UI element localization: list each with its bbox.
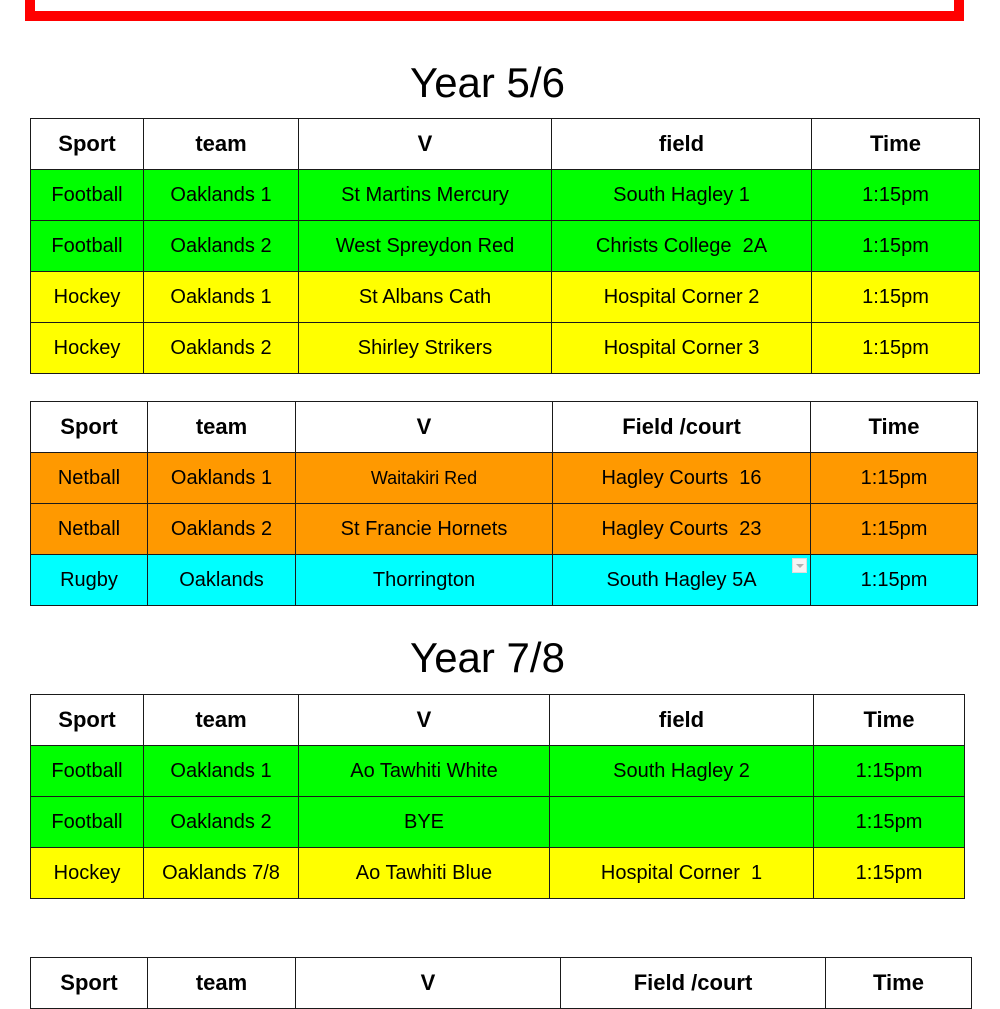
cell-team: Oaklands 2 xyxy=(144,323,299,374)
cell-field: Hospital Corner 3 xyxy=(552,323,812,374)
header-field-court: Field /court xyxy=(561,958,826,1009)
title-banner xyxy=(25,0,964,21)
chevron-down-icon[interactable] xyxy=(792,558,807,573)
cell-field: South Hagley 1 xyxy=(552,170,812,221)
cell-opponent: St Martins Mercury xyxy=(299,170,552,221)
cell-field: South Hagley 2 xyxy=(550,746,814,797)
cell-field: Christs College 2A xyxy=(552,221,812,272)
header-field-court: Field /court xyxy=(553,402,811,453)
cell-sport: Netball xyxy=(31,453,148,504)
cell-sport: Hockey xyxy=(31,848,144,899)
fixture-table-y56-court xyxy=(30,401,978,606)
cell-field xyxy=(553,555,811,606)
cell-opponent: Thorrington xyxy=(296,555,553,606)
cell-time: 1:15pm xyxy=(812,170,980,221)
cell-opponent: BYE xyxy=(299,797,550,848)
cell-team: Oaklands 1 xyxy=(148,453,296,504)
cell-time: 1:15pm xyxy=(812,221,980,272)
fixture-table-y78-field xyxy=(30,694,965,899)
header-sport: Sport xyxy=(31,958,148,1009)
cell-team: Oaklands xyxy=(148,555,296,606)
cell-time: 1:15pm xyxy=(814,746,965,797)
header-sport: Sport xyxy=(31,119,144,170)
table-header-row xyxy=(31,695,965,746)
header-time: Time xyxy=(814,695,965,746)
table-row xyxy=(31,323,980,374)
cell-team: Oaklands 1 xyxy=(144,746,299,797)
cell-sport: Rugby xyxy=(31,555,148,606)
section-heading-year-7-8: Year 7/8 xyxy=(410,634,565,681)
cell-opponent: St Albans Cath xyxy=(299,272,552,323)
table-row xyxy=(31,555,978,606)
header-sport: Sport xyxy=(31,695,144,746)
cell-sport: Football xyxy=(31,221,144,272)
cell-field-text: South Hagley 5A xyxy=(606,568,757,591)
cell-field: Hospital Corner 1 xyxy=(550,848,814,899)
table-row xyxy=(31,504,978,555)
header-team: team xyxy=(148,958,296,1009)
table-row xyxy=(31,746,965,797)
table-header-row xyxy=(31,119,980,170)
cell-time: 1:15pm xyxy=(811,504,978,555)
cell-field xyxy=(550,797,814,848)
header-field: field xyxy=(550,695,814,746)
cell-sport: Football xyxy=(31,170,144,221)
cell-time: 1:15pm xyxy=(811,555,978,606)
cell-opponent: St Francie Hornets xyxy=(296,504,553,555)
cell-opponent: Ao Tawhiti Blue xyxy=(299,848,550,899)
header-field: field xyxy=(552,119,812,170)
cell-team: Oaklands 2 xyxy=(148,504,296,555)
header-time: Time xyxy=(826,958,972,1009)
cell-time: 1:15pm xyxy=(812,323,980,374)
cell-team: Oaklands 1 xyxy=(144,170,299,221)
cell-sport: Football xyxy=(31,746,144,797)
header-opponent: V xyxy=(299,119,552,170)
cell-opponent: Waitakiri Red xyxy=(296,453,553,504)
cell-sport: Football xyxy=(31,797,144,848)
table-row xyxy=(31,221,980,272)
table-header-row xyxy=(31,402,978,453)
cell-opponent: Shirley Strikers xyxy=(299,323,552,374)
cell-field: Hospital Corner 2 xyxy=(552,272,812,323)
header-sport: Sport xyxy=(31,402,148,453)
cell-sport: Netball xyxy=(31,504,148,555)
table-row xyxy=(31,453,978,504)
cell-time: 1:15pm xyxy=(814,797,965,848)
header-team: team xyxy=(144,695,299,746)
fixture-table-y56-field xyxy=(30,118,980,374)
cell-time: 1:15pm xyxy=(811,453,978,504)
header-time: Time xyxy=(812,119,980,170)
header-opponent: V xyxy=(296,958,561,1009)
header-time: Time xyxy=(811,402,978,453)
header-team: team xyxy=(148,402,296,453)
header-opponent: V xyxy=(296,402,553,453)
cell-team: Oaklands 7/8 xyxy=(144,848,299,899)
table-row xyxy=(31,272,980,323)
table-row xyxy=(31,170,980,221)
cell-field: Hagley Courts 23 xyxy=(553,504,811,555)
cell-team: Oaklands 2 xyxy=(144,221,299,272)
table-row xyxy=(31,797,965,848)
header-team: team xyxy=(144,119,299,170)
table-header-row xyxy=(31,958,972,1009)
cell-time: 1:15pm xyxy=(814,848,965,899)
section-heading-year-5-6: Year 5/6 xyxy=(410,59,565,106)
table-row xyxy=(31,848,965,899)
cell-sport: Hockey xyxy=(31,272,144,323)
cell-sport: Hockey xyxy=(31,323,144,374)
cell-opponent: Ao Tawhiti White xyxy=(299,746,550,797)
cell-opponent: West Spreydon Red xyxy=(299,221,552,272)
cell-field: Hagley Courts 16 xyxy=(553,453,811,504)
fixture-table-y78-court xyxy=(30,957,972,1009)
cell-team: Oaklands 1 xyxy=(144,272,299,323)
cell-time: 1:15pm xyxy=(812,272,980,323)
cell-team: Oaklands 2 xyxy=(144,797,299,848)
header-opponent: V xyxy=(299,695,550,746)
